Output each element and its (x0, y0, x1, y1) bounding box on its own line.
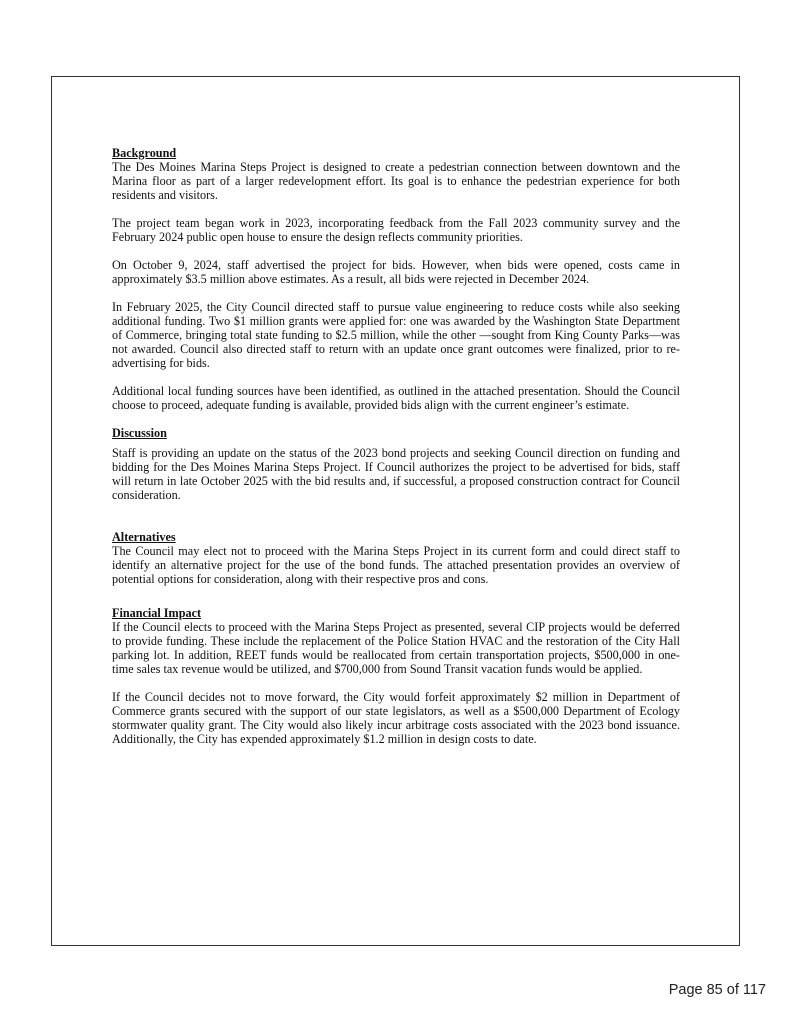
financial-impact-paragraph: If the Council elects to proceed with the Marina Steps Project as presented, several CIP projects would be deferred to provide funding. These include the replacement of the Police Station HVAC and the restoration of the City Hall parking lot. In addition, REET funds would be reallocated from certain transportation projects, $500,000 in one-time sales tax revenue would be utilized, and $700,000 from Sound Transit vacation funds would be applied. (112, 620, 680, 676)
background-paragraph: On October 9, 2024, staff advertised the project for bids. However, when bids were opened, costs came in approximately $3.5 million above estimates. As a result, all bids were rejected in December 2024. (112, 258, 680, 286)
page-number: Page 85 of 117 (668, 982, 766, 998)
alternatives-heading: Alternatives (112, 530, 176, 544)
discussion-paragraph: Staff is providing an update on the status of the 2023 bond projects and seeking Council direction on funding and bidding for the Des Moines Marina Steps Project. If Council authorizes the project to be advertised for bids, staff will return in late October 2025 with the bid results and, if successful, a proposed construction contract for Council consideration. (112, 446, 680, 502)
financial-impact-paragraph: If the Council decides not to move forward, the City would forfeit approximately $2 million in Department of Commerce grants secured with the support of our state legislators, as well as a $500,000 Department of Ecology stormwater quality grant. The City would also likely incur arbitrage costs associated with the 2023 bond issuance. Additionally, the City has expended approximately $1.2 million in design costs to date. (112, 690, 680, 746)
discussion-section (112, 426, 680, 502)
background-heading: Background (112, 146, 177, 160)
financial-impact-section (112, 606, 680, 746)
document-body (112, 146, 680, 746)
discussion-heading: Discussion (112, 426, 167, 440)
background-section (112, 146, 680, 412)
background-paragraph: The Des Moines Marina Steps Project is designed to create a pedestrian connection between downtown and the Marina floor as part of a larger redevelopment effort. Its goal is to enhance the pedestrian experience for both residents and visitors. (112, 160, 680, 202)
background-paragraph: Additional local funding sources have been identified, as outlined in the attached presentation. Should the Council choose to proceed, adequate funding is available, provided bids align with the current engineer’s estimate. (112, 384, 680, 412)
financial-impact-heading: Financial Impact (112, 606, 202, 620)
background-paragraph: The project team began work in 2023, incorporating feedback from the Fall 2023 community survey and the February 2024 public open house to ensure the design reflects community priorities. (112, 216, 680, 244)
alternatives-section (112, 530, 680, 586)
alternatives-paragraph: The Council may elect not to proceed with the Marina Steps Project in its current form and could direct staff to identify an alternative project for the use of the bond funds. The attached presentation provides an overview of potential options for consideration, along with their respective pros and cons. (112, 544, 680, 586)
background-paragraph: In February 2025, the City Council directed staff to pursue value engineering to reduce costs while also seeking additional funding. Two $1 million grants were applied for: one was awarded by the Washington State Department of Commerce, bringing total state funding to $2.5 million, while the other —sought from King County Parks—was not awarded. Council also directed staff to return with an update once grant outcomes were finalized, prior to re-advertising for bids. (112, 300, 680, 370)
